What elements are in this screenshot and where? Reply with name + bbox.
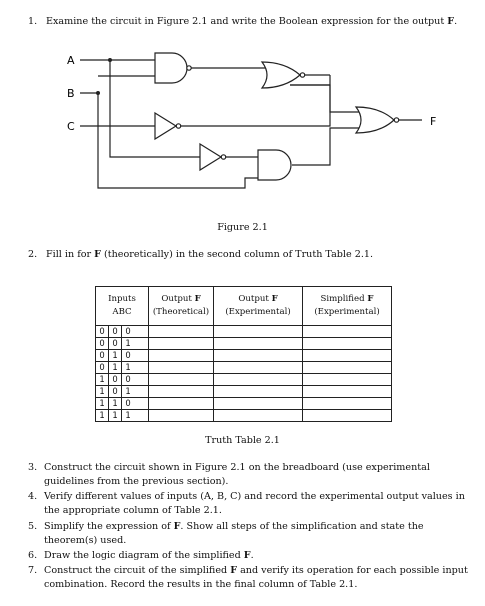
- input-bit: 0: [125, 374, 131, 384]
- output-experimental-cell[interactable]: [214, 386, 303, 398]
- output-experimental-cell[interactable]: [214, 338, 303, 350]
- junction-dot: [96, 91, 100, 95]
- table-row: [96, 338, 392, 350]
- table-row: [96, 398, 392, 410]
- output-theoretical-cell[interactable]: [149, 374, 214, 386]
- logic-circuit-diagram: [55, 50, 455, 200]
- output-theoretical-cell[interactable]: [149, 326, 214, 338]
- simplified-output-cell[interactable]: [303, 374, 392, 386]
- truth-table: [95, 286, 392, 422]
- input-bit: 0: [125, 350, 131, 360]
- input-bit: 0: [96, 338, 109, 349]
- step-number: 6.: [28, 549, 38, 561]
- input-bits-cell: [96, 338, 149, 350]
- input-bit: 1: [96, 374, 109, 385]
- input-bits-cell: [96, 326, 149, 338]
- output-theoretical-cell[interactable]: [149, 410, 214, 422]
- table-row: [96, 326, 392, 338]
- table-row: [96, 374, 392, 386]
- input-bit: 1: [96, 386, 109, 397]
- step-4: [16, 490, 471, 518]
- simplified-output-cell[interactable]: [303, 386, 392, 398]
- output-experimental-cell[interactable]: [214, 362, 303, 374]
- input-bit: 1: [125, 362, 131, 372]
- step-text: Construct the circuit of the simplified F and verify its operation for each possible input combination. Record the results in the final column of Table 2.1.: [44, 565, 468, 591]
- step-6: [16, 549, 471, 563]
- header-output-experimental-sub: (Experimental): [225, 307, 291, 317]
- not-gate-a: [200, 144, 221, 170]
- input-label-b: B: [67, 87, 75, 100]
- input-bits-cell: [96, 398, 149, 410]
- output-theoretical-cell[interactable]: [149, 350, 214, 362]
- simplified-output-cell[interactable]: [303, 350, 392, 362]
- output-experimental-cell[interactable]: [214, 326, 303, 338]
- step-number: 4.: [28, 491, 38, 503]
- input-bits-cell: [96, 362, 149, 374]
- simplified-output-cell[interactable]: [303, 338, 392, 350]
- input-bit: 0: [96, 326, 109, 337]
- output-experimental-cell[interactable]: [214, 350, 303, 362]
- input-label-a: A: [67, 54, 75, 67]
- output-theoretical-cell[interactable]: [149, 338, 214, 350]
- output-experimental-cell[interactable]: [214, 398, 303, 410]
- simplified-output-cell[interactable]: [303, 410, 392, 422]
- input-label-c: C: [67, 120, 75, 133]
- input-bit: 1: [96, 398, 109, 409]
- step-number: 5.: [28, 520, 38, 532]
- question-1-text: Examine the circuit in Figure 2.1 and write the Boolean expression for the output F.: [46, 16, 458, 27]
- input-bit: 0: [109, 326, 122, 337]
- input-bit: 1: [109, 410, 122, 421]
- nand-bubble: [187, 66, 191, 70]
- simplified-output-cell[interactable]: [303, 362, 392, 374]
- input-bit: 1: [96, 410, 109, 421]
- truth-table-caption: Truth Table 2.1: [205, 435, 280, 446]
- table-row: [96, 386, 392, 398]
- step-5: [16, 520, 471, 548]
- input-bit: 0: [109, 374, 122, 385]
- output-theoretical-cell[interactable]: [149, 386, 214, 398]
- question-1-number: 1.: [28, 16, 38, 27]
- input-bit: 1: [109, 350, 122, 361]
- question-2-number: 2.: [28, 249, 38, 260]
- step-text: Verify different values of inputs (A, B, C) and record the experimental output values in the appropriate column of Table 2.1.: [44, 491, 465, 517]
- input-bit: 1: [109, 398, 122, 409]
- input-bit: 0: [125, 326, 131, 336]
- input-bits-cell: [96, 386, 149, 398]
- input-bits-cell: [96, 410, 149, 422]
- junction-dot: [108, 58, 112, 62]
- output-theoretical-cell[interactable]: [149, 398, 214, 410]
- input-bit: 0: [125, 398, 131, 408]
- and-gate: [258, 150, 291, 180]
- step-number: 3.: [28, 462, 38, 473]
- input-bit: 0: [96, 350, 109, 361]
- input-bit: 0: [109, 338, 122, 349]
- header-inputs-sub: ABC: [112, 307, 132, 317]
- question-2-text: Fill in for F (theoretically) in the second column of Truth Table 2.1.: [46, 249, 374, 260]
- input-bit: 1: [125, 410, 131, 420]
- not-gate-c: [155, 113, 176, 139]
- header-simplified-sub: (Experimental): [314, 307, 380, 317]
- input-bit: 1: [125, 338, 131, 348]
- nor-gate-1: [262, 62, 300, 88]
- step-3: [16, 461, 471, 489]
- step-text: Simplify the expression of F. Show all steps of the simplification and state the theorem(s) used.: [44, 520, 424, 546]
- output-experimental-cell[interactable]: [214, 374, 303, 386]
- input-bit: 1: [125, 386, 131, 396]
- procedure-steps: [16, 461, 471, 593]
- truth-table-header: [96, 287, 392, 326]
- input-bits-cell: [96, 374, 149, 386]
- header-output-theoretical: [149, 287, 214, 326]
- output-theoretical-cell[interactable]: [149, 362, 214, 374]
- header-output-theoretical-title: Output F: [161, 294, 201, 304]
- header-simplified-title: Simplified F: [320, 294, 374, 304]
- table-row: [96, 350, 392, 362]
- nand-gate: [155, 53, 187, 83]
- header-output-experimental-title: Output F: [238, 294, 278, 304]
- step-number: 7.: [28, 565, 38, 577]
- header-output-theoretical-sub: (Theoretical): [152, 307, 210, 317]
- output-experimental-cell[interactable]: [214, 410, 303, 422]
- header-simplified: [303, 287, 392, 326]
- step-text: Construct the circuit shown in Figure 2.1 on the breadboard (use experimental guidelines from the previous section).: [44, 462, 430, 487]
- simplified-output-cell[interactable]: [303, 398, 392, 410]
- nor-gate-2: [356, 107, 394, 133]
- header-output-experimental: [214, 287, 303, 326]
- output-label-f: F: [430, 115, 437, 128]
- input-bit: 0: [109, 386, 122, 397]
- figure-caption: Figure 2.1: [217, 222, 268, 233]
- table-row: [96, 410, 392, 422]
- header-inputs: [96, 287, 149, 326]
- simplified-output-cell[interactable]: [303, 326, 392, 338]
- step-text: Draw the logic diagram of the simplified F.: [44, 549, 254, 561]
- header-inputs-title: Inputs: [108, 294, 136, 304]
- table-row: [96, 362, 392, 374]
- input-bit: 1: [109, 362, 122, 373]
- input-bits-cell: [96, 350, 149, 362]
- step-7: [16, 564, 471, 592]
- input-bit: 0: [96, 362, 109, 373]
